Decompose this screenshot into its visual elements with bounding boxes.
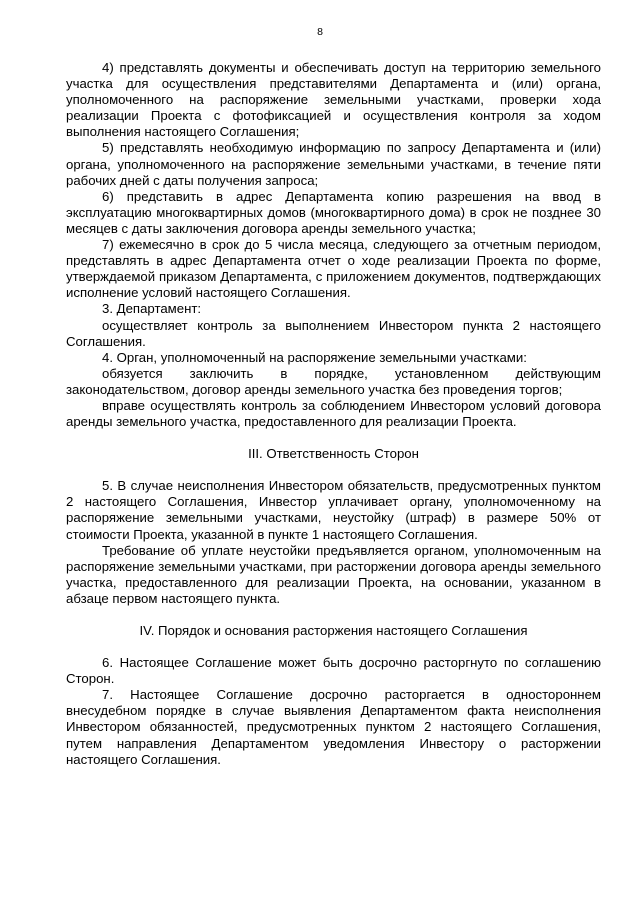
section-3-title: III. Ответственность Сторон [248, 446, 419, 462]
page-number: 8 [317, 26, 323, 38]
paragraph-6: 6. Настоящее Соглашение может быть досрочно расторгнуто по соглашению Сторон. [66, 655, 601, 687]
paragraph-5-requirement: Требование об уплате неустойки предъявляется органом, уполномоченным на распоряжение земельными участками, при расторжении договора аренды земельного участка, предоставленного для реализации Проекта, на основании, указанном в абзаце первом настоящего пункта. [66, 542, 601, 606]
paragraph-3-control: осуществляет контроль за выполнением Инвестором пункта 2 настоящего Соглашения. [66, 317, 601, 349]
paragraph-4: 4. Орган, уполномоченный на распоряжение земельными участками: [102, 349, 527, 365]
document-body [66, 60, 601, 768]
paragraph-4-right: вправе осуществлять контроль за соблюдением Инвестором условий договора аренды земельного участка, предоставленного для реализации Проекта. [66, 397, 601, 430]
paragraph-5-1: 5) представлять необходимую информацию по запросу Департамента и (или) органа, уполномоченного на распоряжение земельными участками, в течение пяти рабочих дней с даты получения запроса; [66, 140, 601, 188]
paragraph-6-1: 6) представить в адрес Департамента копию разрешения на ввод в эксплуатацию многоквартирных домов (многоквартирного дома) в срок не позднее 30 месяцев с даты заключения договора аренды земельного участка; [66, 188, 601, 236]
paragraph-4-1: 4) представлять документы и обеспечивать доступ на территорию земельного участка для осуществления представителями Департамента и (или) органа, уполномоченного на распоряжение земельными участками, проверки хода реализации Проекта с фотофиксацией и осуществления контроля за ходом выполнения настоящего Соглашения; [66, 60, 601, 140]
section-4-title: IV. Порядок и основания расторжения настоящего Соглашения [139, 623, 528, 638]
paragraph-4-obligation: обязуется заключить в порядке, установленном действующим законодательством, договор аренды земельного участка без проведения торгов; [66, 365, 601, 397]
paragraph-5: 5. В случае неисполнения Инвестором обязательств, предусмотренных пунктом 2 настоящего Соглашения, Инвестор уплачивает органу, уполномоченному на распоряжение земельными участками, неустойку (штраф) в размере 50% от стоимости Проекта, указанной в пункте 1 настоящего Соглашения. [66, 478, 601, 542]
paragraph-7-1: 7) ежемесячно в срок до 5 числа месяца, следующего за отчетным периодом, представлять в адрес Департамента отчет о ходе реализации Проекта по форме, утверждаемой приказом Департамента, с приложением документов, подтверждающих исполнение условий настоящего Соглашения. [66, 237, 601, 301]
paragraph-3: 3. Департамент: [102, 301, 202, 317]
paragraph-7: 7. Настоящее Соглашение досрочно расторгается в одностороннем внесудебном порядке в случае выявления Департаментом факта неисполнения Инвестором обязанностей, предусмотренных пунктом 2 настоящего Соглашения, путем направления Департаментом уведомления Инвестору о расторжении настоящего Соглашения. [66, 687, 601, 767]
